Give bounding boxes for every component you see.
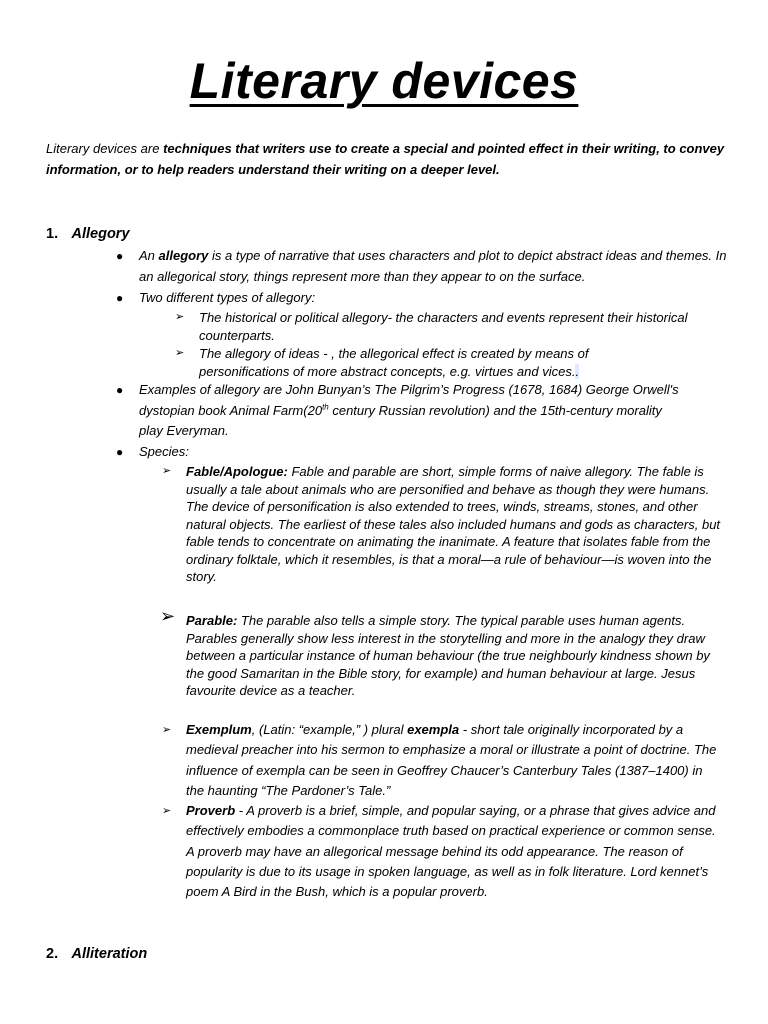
intro-lead: Literary devices are bbox=[46, 141, 164, 156]
section-heading-allegory bbox=[46, 226, 130, 242]
arrow-icon: ➢ bbox=[162, 465, 172, 477]
text: The historical or political allegory- the characters and events represent their historical counterparts. bbox=[199, 310, 688, 343]
subitem-historical-allegory bbox=[175, 309, 699, 344]
text: - short tale originally incorporated by a medieval preacher into his sermon to emphasize a moral or illustrate a point of doctrine. The influence of exempla can be seen in Geoffrey Chaucer’s Canterbury Tales (1387–1400) in the haunting “The Pardoner’s Tale.” bbox=[186, 722, 717, 798]
intro-definition: techniques that writers use to create a special and pointed effect in their writing, to convey information, or to help readers understand their writing on a deeper level. bbox=[46, 141, 725, 177]
bullet-species bbox=[116, 442, 729, 463]
term-parable: Parable: bbox=[186, 613, 238, 628]
species-exemplum bbox=[162, 720, 724, 801]
section-number: 2. bbox=[46, 946, 59, 962]
page-title: Literary devices bbox=[189, 53, 579, 109]
section-heading-alliteration bbox=[46, 946, 147, 962]
arrow-icon: ➢ bbox=[175, 347, 185, 359]
arrow-icon: ➢ bbox=[160, 606, 176, 626]
bullet-icon: ● bbox=[116, 249, 124, 263]
bullet-icon: ● bbox=[116, 383, 124, 397]
superscript: th bbox=[322, 402, 329, 412]
term-exempla: exempla bbox=[407, 722, 460, 737]
text: century Russian revolution) and the 15th-century morality play Everyman. bbox=[139, 402, 662, 438]
section-title: Allegory bbox=[71, 226, 130, 242]
text: is a type of narrative that uses characters and plot to depict abstract ideas and themes. In an allegorical story, things represent more than they appear to on the surface. bbox=[139, 248, 727, 284]
term-fable: Fable/Apologue: bbox=[186, 464, 288, 479]
text: An bbox=[139, 248, 159, 263]
arrow-icon: ➢ bbox=[162, 724, 172, 736]
species-parable bbox=[160, 606, 724, 700]
bullet-types bbox=[116, 288, 729, 309]
arrow-icon: ➢ bbox=[162, 805, 172, 817]
section-number: 1. bbox=[46, 226, 59, 242]
species-proverb bbox=[162, 801, 724, 902]
text: Fable and parable are short, simple forms of naive allegory. The fable is usually a tale about animals who are personified and behave as though they were humans. The device of personification is also extended to trees, winds, streams, stones, and other natural objects. The earliest of these tales also included humans and gods as characters, but fable tends to concentrate on animating the inanimate. A feature that isolates fable from the ordinary folktale, which it resembles, is that a moral—a rule of behaviour—is woven into the story. bbox=[186, 464, 721, 584]
text: Two different types of allegory: bbox=[139, 290, 316, 305]
text: , (Latin: “example,” ) plural bbox=[251, 722, 408, 737]
term-exemplum: Exemplum bbox=[186, 722, 252, 737]
text: Species: bbox=[139, 444, 189, 459]
text: The allegory of ideas - , the allegorical effect is created by means of personifications of more abstract concepts, e.g. virtues and vices. bbox=[199, 346, 589, 379]
species-fable bbox=[162, 463, 724, 586]
arrow-icon: ➢ bbox=[175, 311, 185, 323]
bullet-icon: ● bbox=[116, 291, 124, 305]
term-proverb: Proverb bbox=[186, 803, 236, 818]
text: - A proverb is a brief, simple, and popular saying, or a phrase that gives advice and effectively embodies a commonplace truth based on practical experience or common sense. A proverb may have an allegorical message behind its odd appearance. The reason of popularity is due to its usage in spoken language, as well as in folk literature. Lord kennet’s poem A Bird in the Bush, which is a popular proverb. bbox=[186, 803, 716, 900]
intro-paragraph bbox=[46, 138, 726, 180]
section-title: Alliteration bbox=[71, 946, 148, 962]
text: The parable also tells a simple story. The typical parable uses human agents. Parables generally show less interest in the storytelling and more in the analogy they draw between a particular instance of human behaviour (the true neighbourly kindness shown by the good Samaritan in the Bible story, for example) and human behaviour at large. Jesus favourite device as a teacher. bbox=[186, 613, 710, 698]
bullet-definition bbox=[116, 246, 729, 287]
text: Examples of allegory are John Bunyan’s The Pilgrim’s Progress (1678, 1684) George Orwell's dystopian book Animal Farm(20 bbox=[139, 382, 679, 418]
subitem-allegory-of-ideas bbox=[175, 345, 639, 380]
bullet-icon: ● bbox=[116, 445, 124, 459]
term-allegory: allegory bbox=[158, 248, 209, 263]
highlight-mark: . bbox=[575, 363, 580, 379]
bullet-examples bbox=[116, 380, 684, 442]
